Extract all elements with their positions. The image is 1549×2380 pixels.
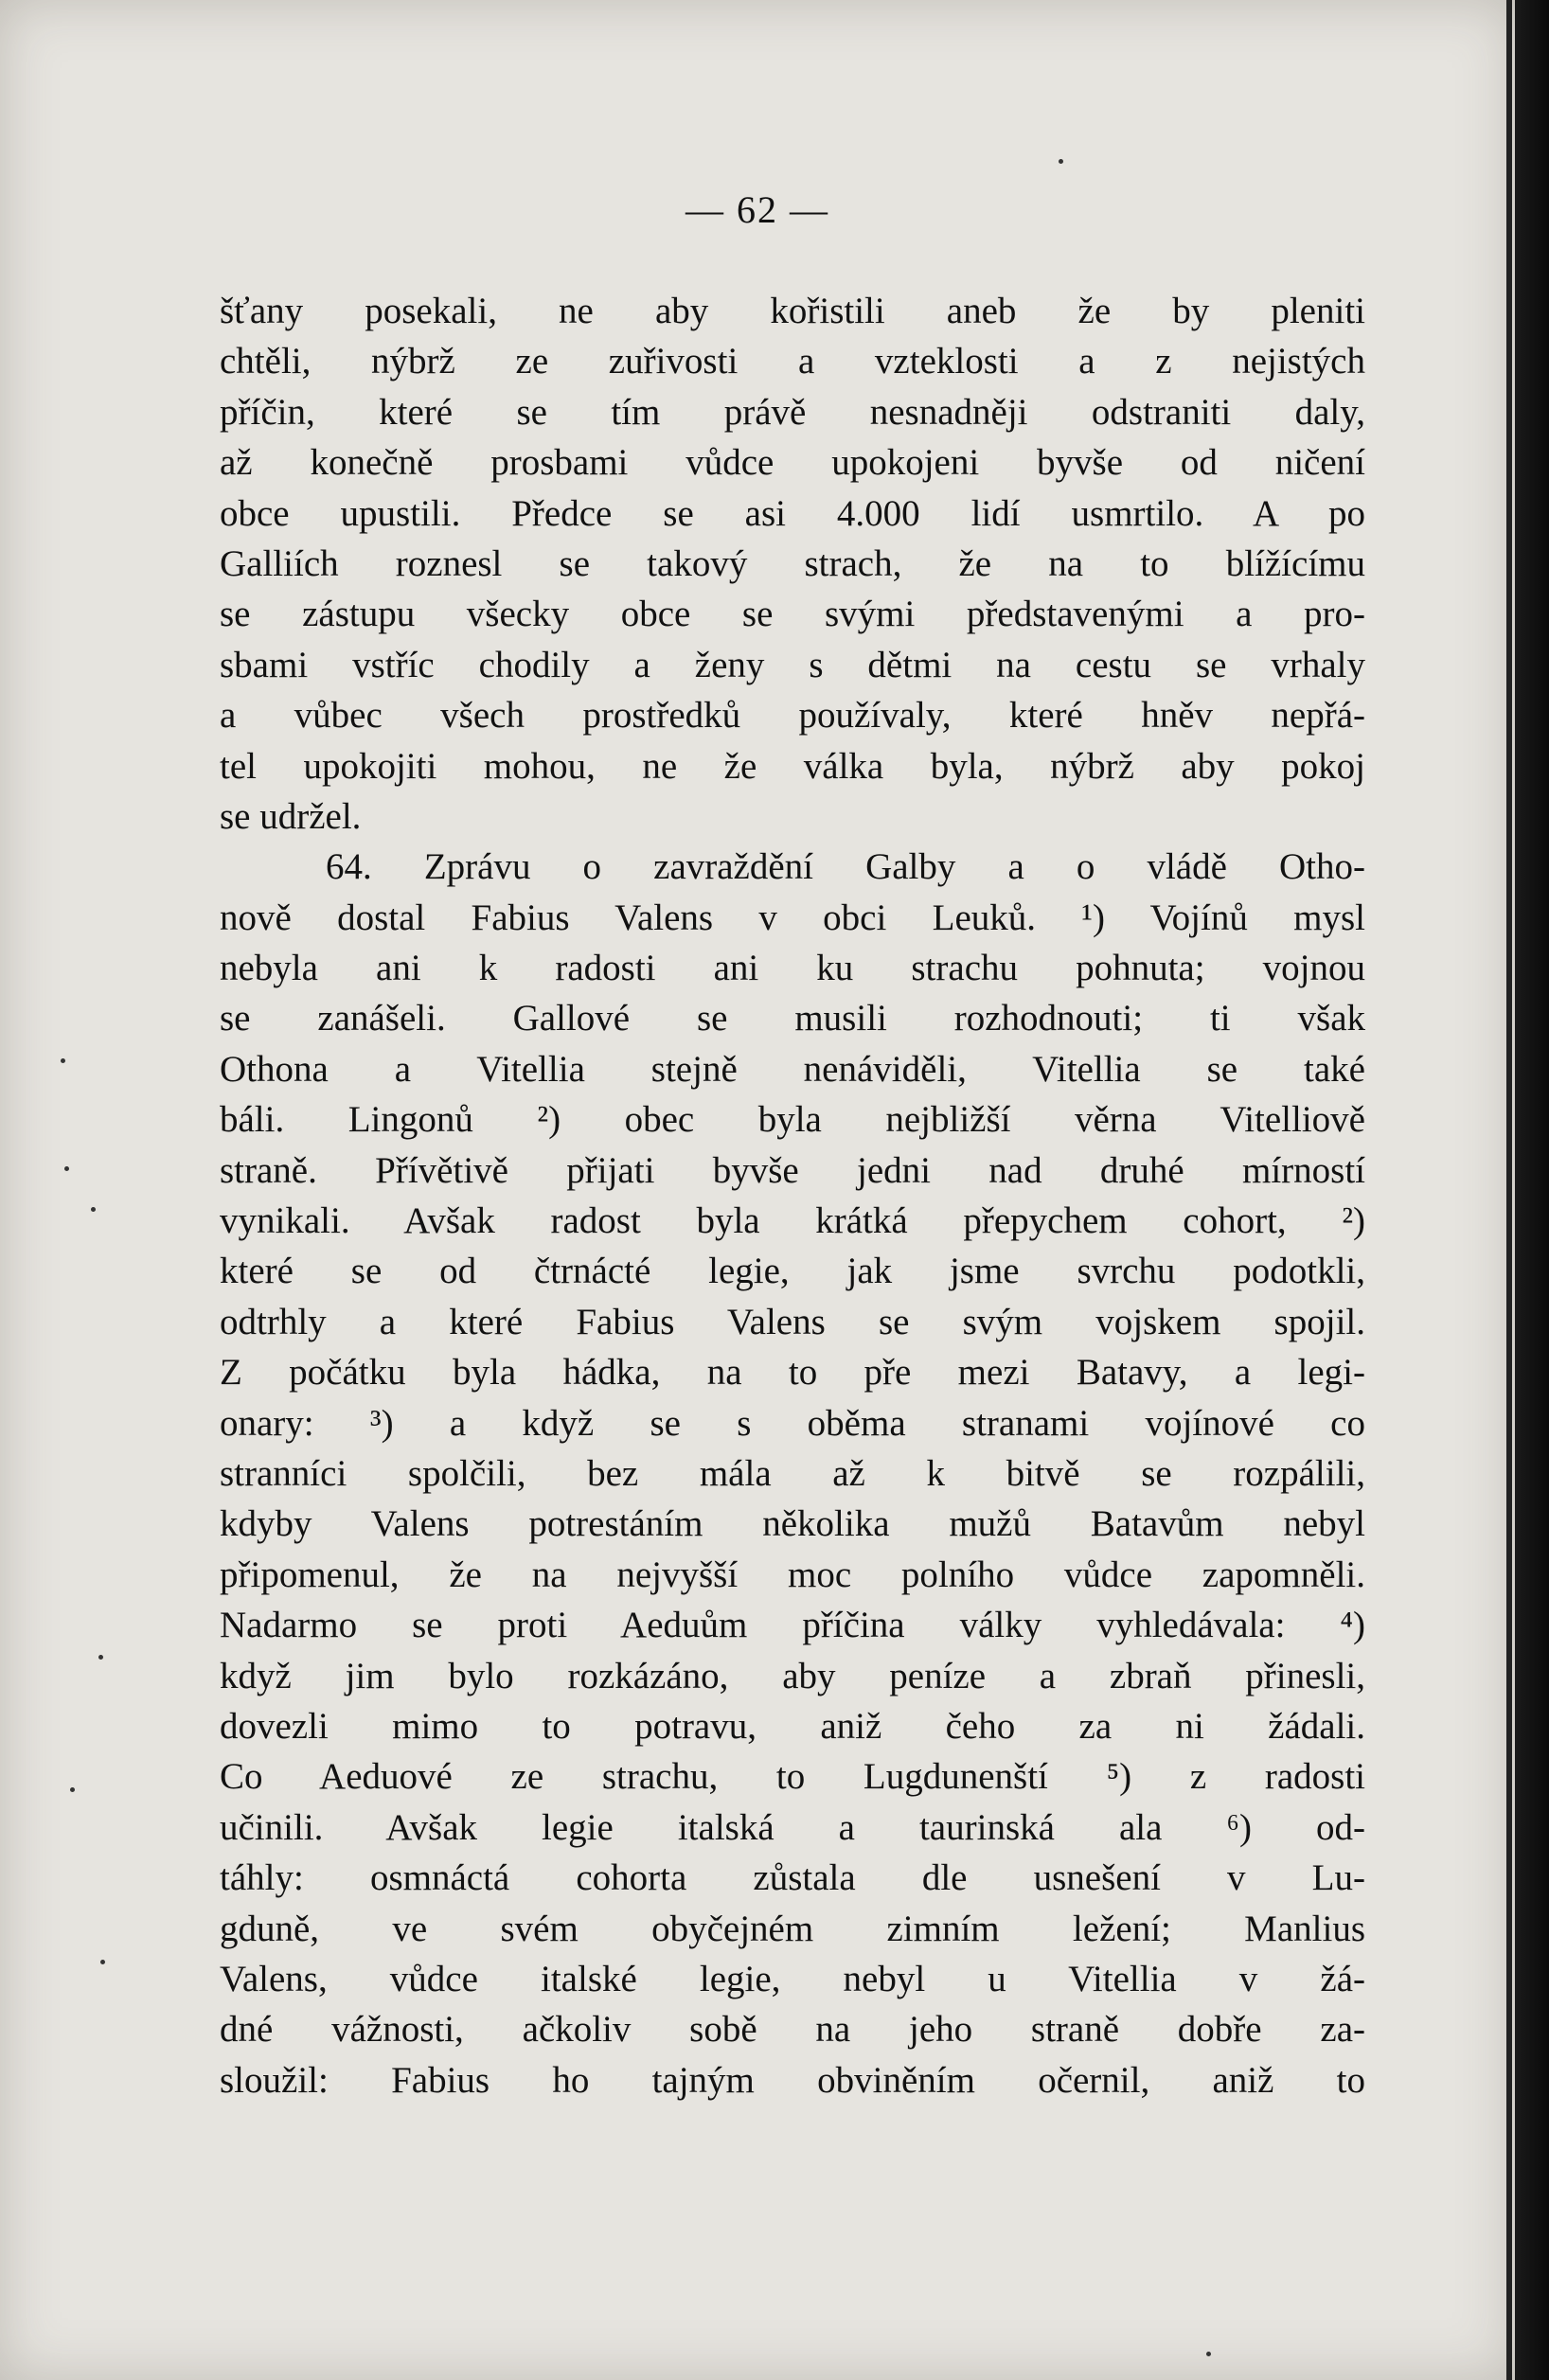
text-line: chtěli, nýbrž ze zuřivosti a vzteklosti a z nejistých bbox=[220, 341, 1365, 382]
text-line: sloužil: Fabius ho tajným obviněním očernil, aniž to bbox=[220, 2059, 1365, 2101]
text-line: učinili. Avšak legie italská a taurinská ala ⁶) od- bbox=[220, 1806, 1365, 1848]
print-speck bbox=[64, 1166, 69, 1171]
text-line: dné vážnosti, ačkoliv sobě na jeho straně dobře za- bbox=[220, 2009, 1365, 2051]
print-speck bbox=[98, 1655, 103, 1660]
text-line: se zanášeli. Gallové se musili rozhodnouti; ti však bbox=[220, 998, 1365, 1039]
text-line: Othona a Vitellia stejně nenáviděli, Vitellia se také bbox=[220, 1048, 1365, 1090]
page-number: — 62 — bbox=[685, 188, 829, 231]
text-line: nebyla ani k radosti ani ku strachu pohnuta; vojnou bbox=[220, 948, 1365, 989]
text-line: se zástupu všecky obce se svými představenými a pro- bbox=[220, 594, 1365, 635]
text-line: příčin, které se tím právě nesnadněji odstraniti daly, bbox=[220, 391, 1365, 433]
text-line: a vůbec všech prostředků používaly, které hněv nepřá- bbox=[220, 695, 1365, 737]
text-line: sbami vstříc chodily a ženy s dětmi na cestu se vrhaly bbox=[220, 644, 1365, 685]
text-line: gduně, ve svém obyčejném zimním ležení; Manlius bbox=[220, 1908, 1365, 1949]
text-line: obce upustili. Předce se asi 4.000 lidí usmrtilo. A po bbox=[220, 492, 1365, 534]
text-line: nově dostal Fabius Valens v obci Leuků. ¹) Vojínů mysl bbox=[220, 897, 1365, 938]
text-line: kdyby Valens potrestáním několika mužů Batavům nebyl bbox=[220, 1503, 1365, 1545]
print-speck bbox=[1206, 2352, 1211, 2356]
text-line: se udržel. bbox=[220, 795, 362, 837]
text-line: báli. Lingonů ²) obec byla nejbližší věrna Vitelliově bbox=[220, 1099, 1365, 1141]
text-line: onary: ³) a když se s oběma stranami vojínové co bbox=[220, 1402, 1365, 1444]
print-speck bbox=[1059, 159, 1063, 164]
print-speck bbox=[91, 1207, 96, 1212]
text-line: odtrhly a které Fabius Valens se svým vojskem spojil. bbox=[220, 1301, 1365, 1342]
text-line: tel upokojiti mohou, ne že válka byla, nýbrž aby pokoj bbox=[220, 745, 1365, 787]
binding-line bbox=[1506, 0, 1512, 2380]
text-line: šťany posekali, ne aby kořistili aneb že by pleniti bbox=[220, 291, 1365, 331]
text-line: Galliích roznesl se takový strach, že na to blížícímu bbox=[220, 542, 1365, 584]
text-line: dovezli mimo to potravu, aniž čeho za ni žádali. bbox=[220, 1705, 1365, 1747]
print-speck bbox=[70, 1787, 75, 1792]
body-text bbox=[220, 286, 1365, 2105]
text-line: táhly: osmnáctá cohorta zůstala dle usnešení v Lu- bbox=[220, 1857, 1365, 1899]
print-speck bbox=[61, 1058, 65, 1063]
text-line: stranníci spolčili, bez mála až k bitvě se rozpálili, bbox=[220, 1452, 1365, 1494]
text-line: Z počátku byla hádka, na to pře mezi Batavy, a legi- bbox=[220, 1352, 1365, 1394]
text-line: když jim bylo rozkázáno, aby peníze a zbraň přinesli, bbox=[220, 1655, 1365, 1696]
scan-edge bbox=[1515, 0, 1549, 2380]
text-line: až konečně prosbami vůdce upokojeni byvše od ničení bbox=[220, 442, 1365, 484]
paragraph-start-line: 64. Zprávu o zavraždění Galby a o vládě Otho- bbox=[326, 846, 1365, 888]
text-line: Nadarmo se proti Aeduům příčina války vyhledávala: ⁴) bbox=[220, 1605, 1365, 1646]
print-speck bbox=[100, 1960, 105, 1964]
text-line: připomenul, že na nejvyšší moc polního vůdce zapomněli. bbox=[220, 1554, 1365, 1595]
text-line: Co Aeduové ze strachu, to Lugdunenští ⁵) z radosti bbox=[220, 1756, 1365, 1798]
text-line: straně. Přívětivě přijati byvše jedni nad druhé mírností bbox=[220, 1149, 1365, 1191]
text-line: Valens, vůdce italské legie, nebyl u Vitellia v žá- bbox=[220, 1958, 1365, 1999]
text-line: vynikali. Avšak radost byla krátká přepychem cohort, ²) bbox=[220, 1200, 1365, 1242]
text-line: které se od čtrnácté legie, jak jsme svrchu podotkli, bbox=[220, 1251, 1365, 1292]
